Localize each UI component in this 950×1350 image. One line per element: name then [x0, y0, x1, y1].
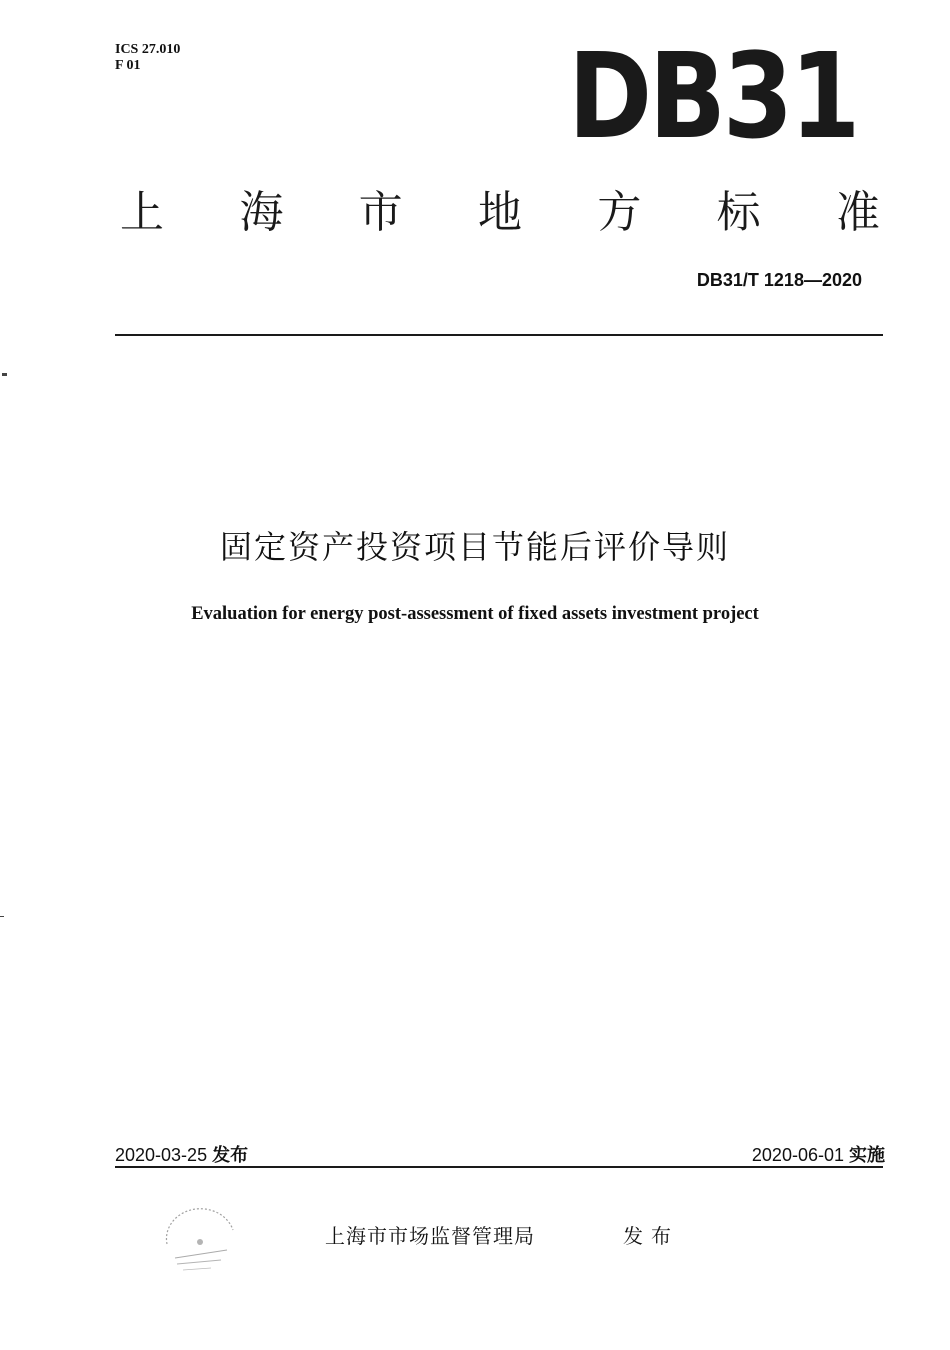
footer-divider — [115, 1166, 883, 1168]
standard-type-char: 标 — [716, 187, 761, 238]
scan-speck — [2, 373, 7, 376]
document-title-en: Evaluation for energy post-assessment of fixed assets investment project — [191, 604, 759, 624]
standard-type-char: 上 — [120, 187, 164, 238]
publish-label: 发布 — [623, 1224, 679, 1248]
implement-date: 2020-06-01 — [751, 1145, 844, 1165]
implement-date-line — [752, 1141, 885, 1167]
standard-type-char: 市 — [358, 187, 403, 238]
standard-type-char: 海 — [239, 187, 284, 238]
issue-label: 发布 — [212, 1145, 249, 1166]
publisher-name: 上海市市场监督管理局 — [325, 1224, 535, 1248]
standard-type-char: 准 — [835, 187, 880, 238]
standard-type-heading — [120, 178, 880, 238]
standard-type-char: 地 — [477, 187, 522, 238]
classification-codes — [115, 42, 180, 74]
db31-logo: DB31 — [568, 27, 858, 165]
document-title-zh: 固定资产投资项目节能后评价导则 — [219, 528, 730, 566]
scan-speck — [0, 916, 4, 917]
ics-code: ICS 27.010 — [115, 42, 181, 57]
issue-date: 2020-03-25 — [115, 1145, 208, 1165]
issue-date-line — [115, 1141, 248, 1167]
seal-stamp — [155, 1200, 245, 1280]
standard-type-char: 方 — [597, 187, 642, 238]
standard-number: DB31/T 1218—2020 — [696, 270, 862, 290]
header-divider — [115, 334, 883, 336]
ccs-code: F 01 — [115, 58, 141, 73]
implement-label: 实施 — [849, 1145, 885, 1166]
